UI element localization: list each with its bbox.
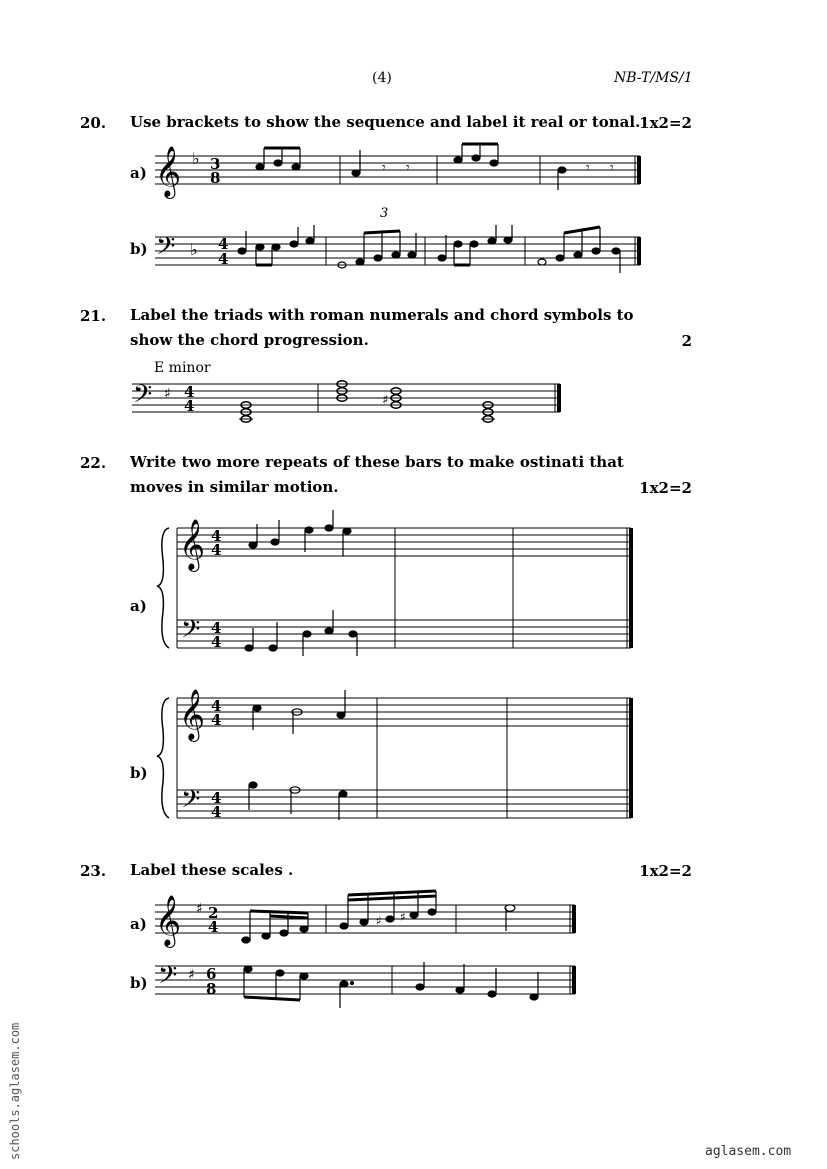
time-sig-bottom: 4 xyxy=(211,541,222,559)
svg-text:♯: ♯ xyxy=(400,910,406,924)
question-number: 23. xyxy=(80,862,107,880)
staff-q21 xyxy=(130,370,570,435)
svg-text:♯: ♯ xyxy=(382,393,389,408)
treble-clef-icon: 𝄞 xyxy=(179,689,206,740)
part-label: b) xyxy=(130,764,148,782)
time-sig-top: 4 xyxy=(211,697,222,715)
sharp-icon: ♯ xyxy=(196,901,203,917)
question-text: Label these scales . xyxy=(130,861,294,879)
staff-q20a xyxy=(150,140,645,210)
time-sig-bottom: 4 xyxy=(211,633,222,651)
question-number: 20. xyxy=(80,114,107,132)
footer-watermark: aglasem.com xyxy=(705,1144,792,1159)
treble-clef-icon: 𝄞 xyxy=(179,519,206,570)
rest-icon: 𝄾 xyxy=(610,160,614,176)
question-number: 22. xyxy=(80,454,107,472)
time-sig-bottom: 4 xyxy=(208,918,219,936)
part-label: b) xyxy=(130,240,148,258)
staff-q23b xyxy=(150,950,580,1020)
question-marks: 1x2=2 xyxy=(639,114,692,132)
time-sig-top: 4 xyxy=(211,527,222,545)
time-sig-top: 4 xyxy=(211,789,222,807)
question-marks: 2 xyxy=(681,332,692,350)
part-label: a) xyxy=(130,915,147,933)
svg-text:♯: ♯ xyxy=(376,914,382,928)
rest-icon: 𝄾 xyxy=(586,160,590,176)
bass-clef-icon: 𝄢 xyxy=(158,961,178,996)
question-number: 21. xyxy=(80,307,107,325)
brace-icon xyxy=(157,698,169,818)
flat-icon: ♭ xyxy=(190,240,198,259)
staff-q23a xyxy=(150,885,580,955)
rest-icon: 𝄾 xyxy=(406,160,410,176)
part-label: a) xyxy=(130,597,147,615)
time-sig-bottom: 4 xyxy=(211,803,222,821)
paper-code: NB-T/MS/1 xyxy=(614,70,693,86)
time-sig-top: 6 xyxy=(206,965,217,983)
triplet-label: 3 xyxy=(380,206,389,221)
flat-icon: ♭ xyxy=(192,149,200,168)
bass-clef-icon: 𝄢 xyxy=(156,232,176,267)
time-sig-top: 4 xyxy=(211,619,222,637)
time-sig-top: 3 xyxy=(210,155,221,173)
grand-staff-q22b xyxy=(155,680,635,830)
sharp-icon: ♯ xyxy=(164,386,171,402)
key-label: E minor xyxy=(154,360,211,376)
question-text: Write two more repeats of these bars to make ostinati that moves in similar motion. xyxy=(130,453,624,496)
bass-clef-icon: 𝄢 xyxy=(133,380,153,415)
question-text: Label the triads with roman numerals and chord symbols to show the chord progression. xyxy=(130,306,634,349)
time-sig-bottom: 4 xyxy=(211,711,222,729)
part-label: b) xyxy=(130,974,148,992)
bass-clef-icon: 𝄢 xyxy=(181,615,201,650)
treble-clef-icon: 𝄞 xyxy=(155,895,182,946)
time-sig-top: 4 xyxy=(184,383,195,401)
part-label: a) xyxy=(130,164,147,182)
question-marks: 1x2=2 xyxy=(639,479,692,497)
sharp-icon: ♯ xyxy=(188,967,195,983)
treble-clef-icon: 𝄞 xyxy=(155,146,182,197)
side-watermark: schools.aglasem.com xyxy=(8,1022,22,1160)
page-number: (4) xyxy=(372,70,392,86)
bass-clef-icon: 𝄢 xyxy=(181,785,201,820)
time-sig-top: 4 xyxy=(218,235,229,253)
question-marks: 1x2=2 xyxy=(639,862,692,880)
grand-staff-q22a xyxy=(155,510,635,660)
rest-icon: 𝄾 xyxy=(382,160,386,176)
time-sig-top: 2 xyxy=(208,904,219,922)
question-text: Use brackets to show the sequence and label it real or tonal. xyxy=(130,113,641,131)
time-sig-bottom: 4 xyxy=(184,397,195,415)
time-sig-bottom: 4 xyxy=(218,250,229,268)
time-sig-bottom: 8 xyxy=(210,169,221,187)
staff-q20b xyxy=(150,215,645,285)
brace-icon xyxy=(157,528,169,648)
time-sig-bottom: 8 xyxy=(206,980,217,998)
